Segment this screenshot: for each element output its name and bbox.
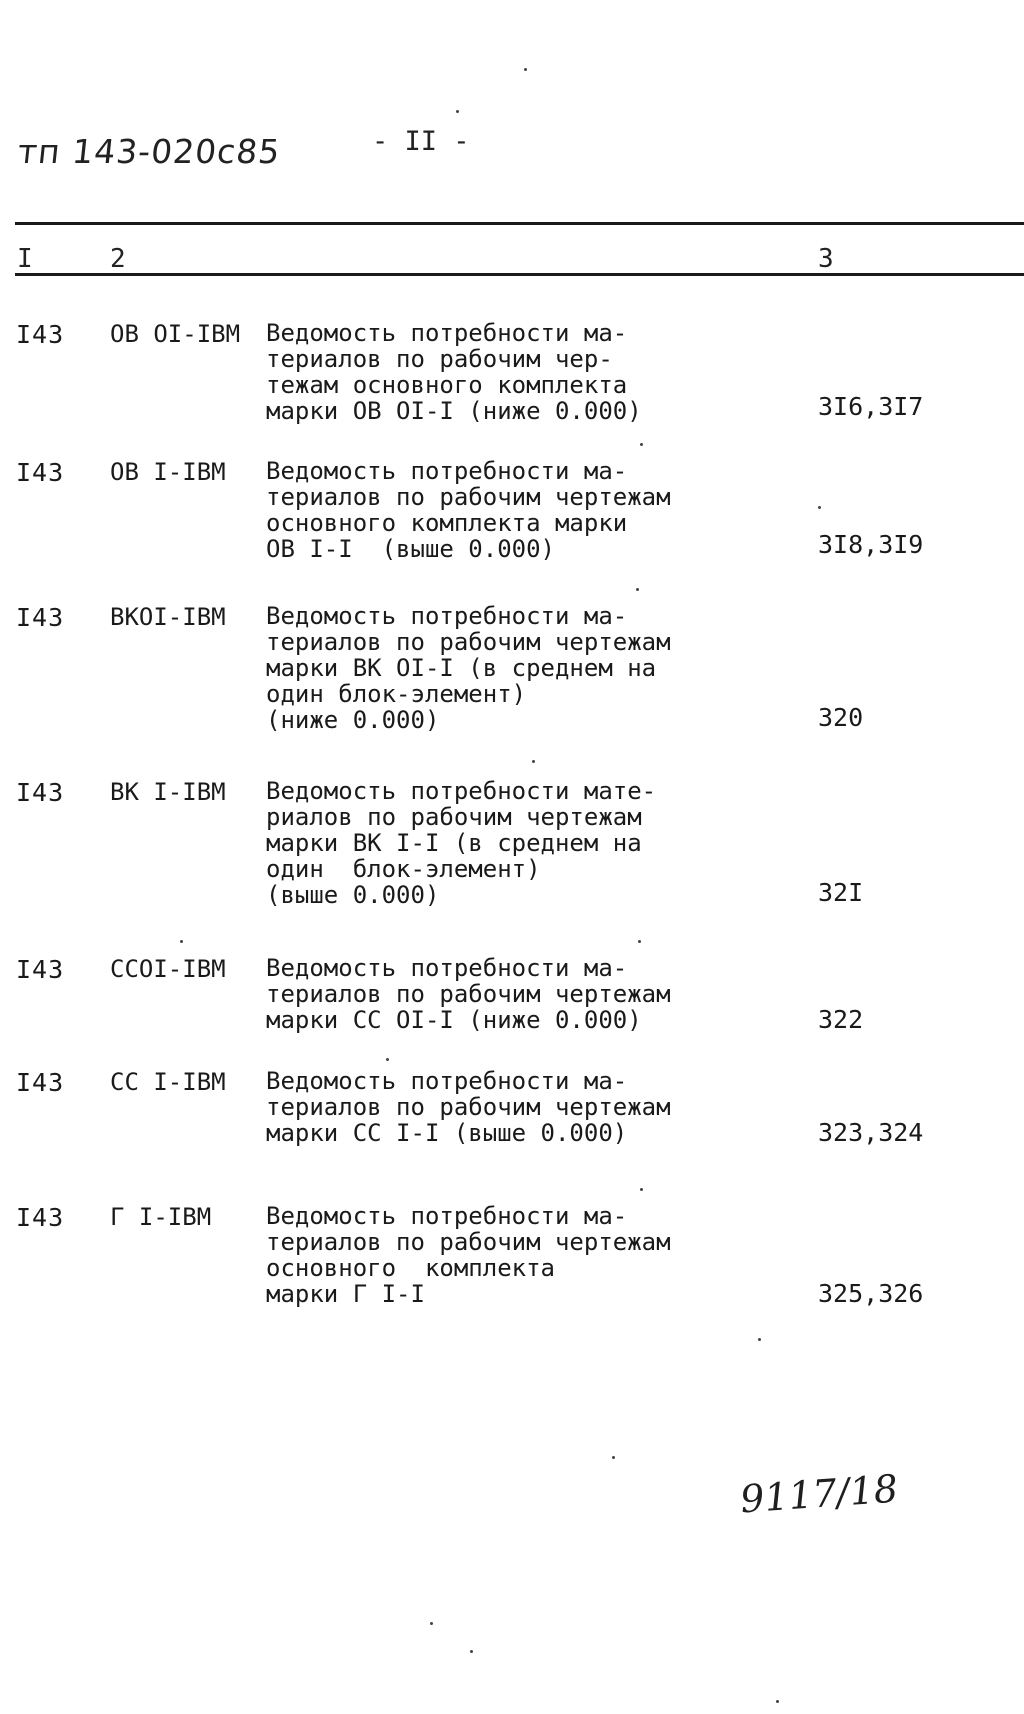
row-code: Г I-IBM — [110, 1203, 212, 1231]
column-header-2: 2 — [110, 244, 126, 274]
scan-speck — [776, 1700, 779, 1703]
scan-speck — [638, 940, 641, 943]
row-description: Ведомость потребности ма- териалов по рабочим чертежам основного комплекта марки Г I-I — [266, 1202, 671, 1308]
scan-speck — [758, 1338, 761, 1341]
row-pages: 323,324 — [818, 1118, 924, 1147]
document-code: тп 143-020с85 — [15, 132, 283, 171]
row-pages: 3I6,3I7 — [818, 392, 924, 421]
row-description: Ведомость потребности ма- териалов по рабочим чертежам марки СС I-I (выше 0.000) — [266, 1067, 671, 1147]
scan-speck — [640, 443, 643, 446]
scan-speck — [470, 1650, 473, 1653]
row-number: I43 — [16, 603, 65, 632]
table-top-rule — [15, 222, 1024, 225]
scan-speck — [430, 1622, 433, 1625]
row-pages: 32I — [818, 878, 864, 907]
scan-speck — [532, 760, 535, 763]
row-code: OB OI-IBM — [110, 320, 241, 348]
row-code: CCOI-IBM — [110, 955, 226, 983]
scan-speck — [636, 588, 639, 591]
row-number: I43 — [16, 1203, 65, 1232]
row-pages: 322 — [818, 1005, 864, 1034]
row-number: I43 — [16, 1068, 65, 1097]
table-header-rule — [15, 273, 1024, 276]
row-code: OB I-IBM — [110, 458, 226, 486]
row-number: I43 — [16, 320, 65, 349]
row-description: Ведомость потребности ма- териалов по рабочим чертежам марки ВК OI-I (в среднем на один блок-элемент) (ниже 0.000) — [266, 602, 671, 734]
column-header-1: I — [17, 244, 33, 274]
row-code: BKOI-IBM — [110, 603, 226, 631]
row-pages: 325,326 — [818, 1279, 924, 1308]
scan-speck — [524, 68, 527, 71]
row-description: Ведомость потребности ма- териалов по рабочим чер- тежам основного комплекта марки ОВ OI-I (ниже 0.000) — [266, 319, 642, 425]
row-description: Ведомость потребности мате- риалов по рабочим чертежам марки ВК I-I (в среднем на один блок-элемент) (выше 0.000) — [266, 777, 657, 909]
handwritten-archive-number: 9117/18 — [737, 1466, 901, 1522]
scan-speck — [612, 1456, 615, 1459]
row-code: CC I-IBM — [110, 1068, 226, 1096]
row-number: I43 — [16, 458, 65, 487]
page-number: - II - — [372, 126, 470, 157]
scan-speck — [640, 1188, 643, 1191]
row-description: Ведомость потребности ма- териалов по рабочим чертежам основного комплекта марки ОВ I-I (выше 0.000) — [266, 457, 671, 563]
row-pages: 320 — [818, 703, 864, 732]
scan-speck — [818, 506, 821, 509]
row-pages: 3I8,3I9 — [818, 530, 924, 559]
row-number: I43 — [16, 778, 65, 807]
row-description: Ведомость потребности ма- териалов по рабочим чертежам марки СС OI-I (ниже 0.000) — [266, 954, 671, 1034]
scan-speck — [386, 1058, 389, 1061]
scan-speck — [180, 940, 183, 943]
scan-speck — [456, 110, 459, 113]
row-code: BK I-IBM — [110, 778, 226, 806]
column-header-3: 3 — [818, 244, 834, 274]
row-number: I43 — [16, 955, 65, 984]
